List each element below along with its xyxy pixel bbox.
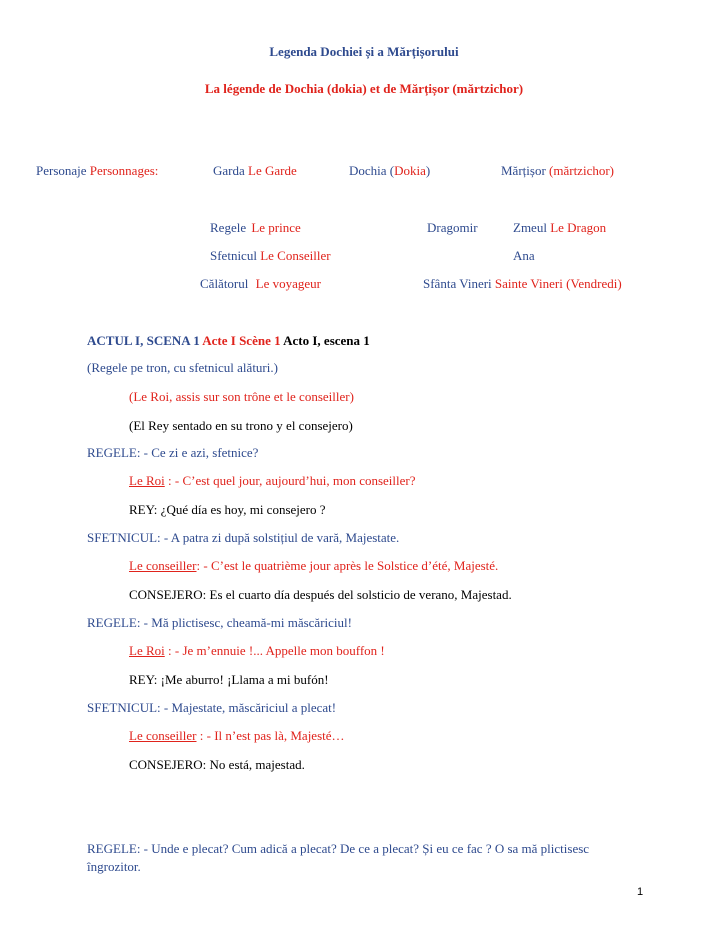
character-sfetnicul-ro: Sfetnicul [210, 248, 257, 263]
character-dragomir: Dragomir [427, 220, 478, 235]
character-zmeul-fr: Le Dragon [550, 220, 607, 235]
scene-heading-ro: ACTUL I, SCENA 1 [87, 333, 200, 348]
character-martisor [501, 163, 614, 179]
dialogue-ro: SFETNICUL: - A patra zi după solstițiul de vară, Majestate. [87, 530, 400, 545]
character-martisor-ro: Mărțișor [501, 163, 546, 178]
character-vineri-ro: Sfânta Vineri [423, 276, 492, 291]
dialogue-fr-speaker: Le Roi [129, 643, 165, 658]
dialogue-fr [129, 643, 385, 659]
character-martisor-fr: (mărtzichor) [549, 163, 614, 178]
character-regele-ro: Regele [210, 220, 247, 235]
character-vineri-fr: Sainte Vineri (Vendredi) [494, 276, 622, 291]
character-sfanta-vineri [423, 276, 622, 292]
character-garda-ro: Garda [213, 163, 245, 178]
dialogue-fr [129, 728, 345, 744]
dialogue-fr-speaker: Le conseiller [129, 728, 197, 743]
title-romanian: Legenda Dochiei și a Mărțișorului [269, 44, 459, 59]
title-french: La légende de Dochia (dokia) et de Mărțișor (mărtzichor) [204, 81, 524, 96]
character-dochia [349, 163, 430, 179]
character-sfetnicul-fr: Le Conseiller [260, 248, 331, 263]
character-regele-fr: Le prince [251, 220, 301, 235]
dialogue-ro: SFETNICUL: - Majestate, măscăriciul a plecat! [87, 700, 337, 715]
dialogue-es: CONSEJERO: No está, majestad. [129, 757, 305, 772]
stage-direction-fr: (Le Roi, assis sur son trône et le conseiller) [129, 389, 354, 404]
dialogue-fr-line: : - Je m’ennuie !... Appelle mon bouffon ! [164, 643, 385, 658]
scene-heading-fr: Acte I Scène 1 [202, 333, 281, 348]
dialogue-es: REY: ¿Qué día es hoy, mi consejero ? [129, 502, 326, 517]
character-garda [213, 163, 297, 179]
final-line-2: îngrozitor. [87, 859, 141, 874]
character-calatorul [200, 276, 321, 292]
characters-label-fr: Personnages: [89, 163, 159, 178]
dialogue-fr-line: : - C’est le quatrième jour après le Solstice d’été, Majesté. [196, 558, 499, 573]
dialogue-fr-speaker: Le conseiller [129, 558, 197, 573]
dialogue-es: CONSEJERO: Es el cuarto día después del solsticio de verano, Majestad. [129, 587, 512, 602]
character-zmeul [513, 220, 606, 236]
dialogue-es: REY: ¡Me aburro! ¡Llama a mi bufón! [129, 672, 329, 687]
character-dochia-close: ) [425, 163, 431, 178]
scene-heading-es: Acto I, escena 1 [283, 333, 370, 348]
scene-heading [87, 333, 370, 349]
page-number: 1 [637, 886, 644, 898]
dialogue-fr [129, 473, 416, 489]
character-calatorul-ro: Călătorul [200, 276, 249, 291]
character-calatorul-fr: Le voyageur [255, 276, 321, 291]
characters-label [36, 163, 158, 179]
dialogue-ro: REGELE: - Ce zi e azi, sfetnice? [87, 445, 259, 460]
character-zmeul-ro: Zmeul [513, 220, 547, 235]
character-dochia-fr: Dokia [394, 163, 426, 178]
final-line-1: REGELE: - Unde e plecat? Cum adică a plecat? De ce a plecat? Și eu ce fac ? O sa mă plictisesc [87, 841, 590, 856]
dialogue-fr-line: : - Il n’est pas là, Majesté… [196, 728, 345, 743]
dialogue-ro: REGELE: - Mă plictisesc, cheamă-mi măscăriciul! [87, 615, 352, 630]
dialogue-fr-line: : - C’est quel jour, aujourd’hui, mon conseiller? [164, 473, 416, 488]
character-dochia-ro: Dochia ( [349, 163, 395, 178]
stage-direction-es: (El Rey sentado en su trono y el consejero) [129, 418, 353, 433]
character-garda-fr: Le Garde [248, 163, 297, 178]
dialogue-fr [129, 558, 498, 574]
dialogue-fr-speaker: Le Roi [129, 473, 165, 488]
stage-direction-ro: (Regele pe tron, cu sfetnicul alături.) [87, 360, 278, 375]
characters-label-ro: Personaje [36, 163, 87, 178]
character-regele [210, 220, 301, 236]
character-ana: Ana [513, 248, 535, 263]
character-sfetnicul [210, 248, 331, 264]
